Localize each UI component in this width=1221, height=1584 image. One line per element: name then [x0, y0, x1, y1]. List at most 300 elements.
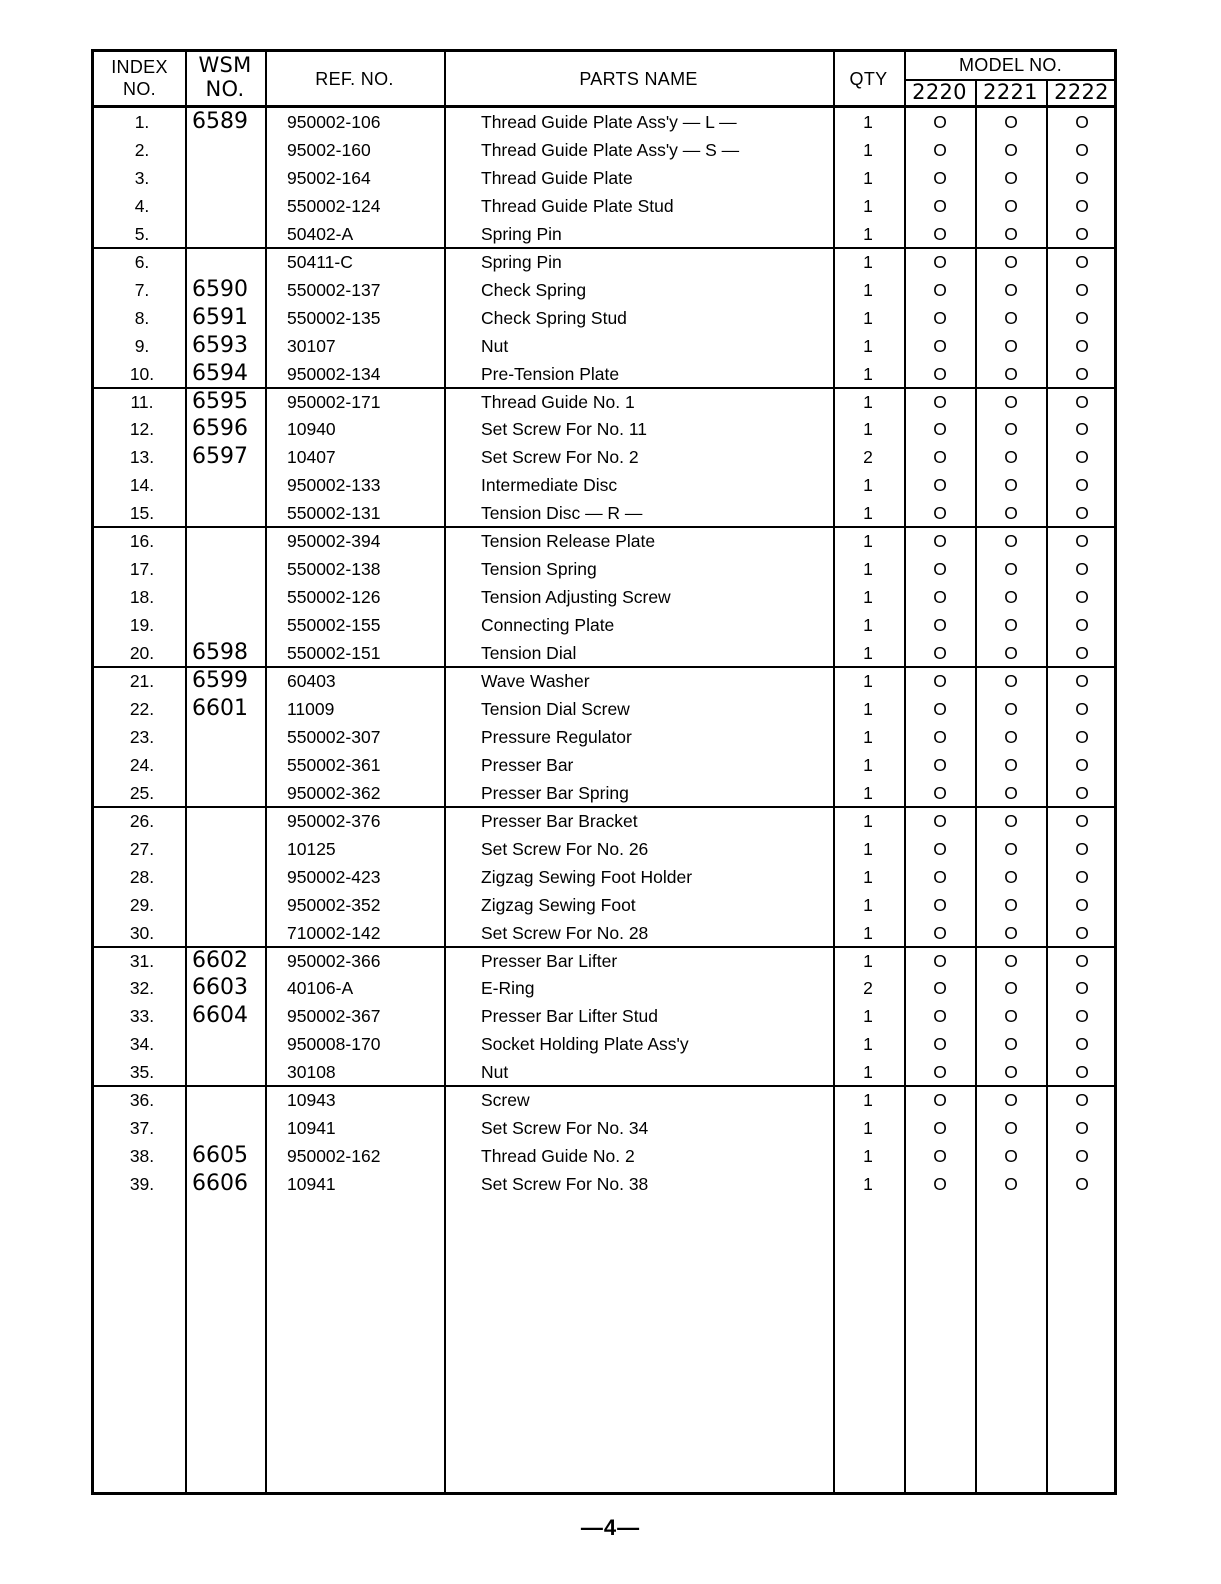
table-row	[94, 751, 1114, 779]
model-2221-cell: O	[1004, 1034, 1018, 1055]
qty-cell: 1	[863, 223, 873, 244]
model-2220-cell: O	[933, 167, 947, 188]
index-cell: 3.	[134, 167, 150, 188]
wsm-cell: 6603	[192, 975, 248, 1001]
wsm-cell: 6602	[192, 947, 248, 973]
ref-no-cell: 950002-394	[287, 531, 381, 552]
model-2220-cell: O	[933, 112, 947, 132]
model-2221-cell: O	[1004, 167, 1018, 188]
qty-cell: 1	[863, 335, 873, 356]
model-2220-cell: O	[933, 950, 947, 971]
index-cell: 9.	[134, 335, 150, 356]
table-row	[94, 276, 1114, 304]
model-2220-cell: O	[933, 1090, 947, 1111]
index-cell: 6.	[134, 251, 150, 272]
model-2220-cell: O	[933, 419, 947, 440]
index-cell: 34.	[129, 1034, 155, 1055]
ref-no-cell: 950002-133	[287, 475, 381, 496]
qty-cell: 1	[863, 1034, 873, 1055]
model-2221-cell: O	[1004, 419, 1018, 440]
parts-table	[91, 49, 1117, 1495]
parts-name-cell: Wave Washer	[481, 671, 590, 691]
qty-cell: 1	[863, 894, 873, 915]
model-2222-cell: O	[1075, 447, 1089, 468]
table-row	[94, 863, 1114, 891]
model-2220-cell: O	[933, 1006, 947, 1027]
model-2222-cell: O	[1075, 475, 1089, 496]
model-2220-cell: O	[933, 866, 947, 887]
model-2222-cell: O	[1075, 726, 1089, 747]
model-2221-cell: O	[1004, 1174, 1018, 1195]
table-row	[94, 891, 1114, 919]
parts-name-cell: Connecting Plate	[481, 615, 615, 636]
ref-no-cell: 30108	[287, 1062, 336, 1083]
qty-cell: 1	[863, 139, 873, 160]
table-row	[94, 807, 1114, 835]
qty-cell: 1	[863, 810, 873, 831]
ref-no-cell: 30107	[287, 335, 336, 356]
qty-cell: 1	[863, 503, 873, 524]
ref-no-cell: 550002-126	[287, 587, 381, 608]
parts-name-cell: Presser Bar Lifter Stud	[481, 1006, 659, 1027]
model-2220-cell: O	[933, 1034, 947, 1055]
model-2221-cell: O	[1004, 1090, 1018, 1111]
index-cell: 7.	[134, 279, 150, 300]
model-2222-cell: O	[1075, 1146, 1089, 1167]
model-2220-cell: O	[933, 922, 947, 943]
parts-name-cell: Thread Guide No. 2	[481, 1146, 635, 1167]
table-row	[94, 164, 1114, 192]
model-2222-cell: O	[1075, 251, 1089, 272]
model-2221-cell: O	[1004, 223, 1018, 244]
model-2220-cell: O	[933, 1062, 947, 1083]
table-row	[94, 919, 1114, 947]
parts-name-cell: Nut	[481, 1062, 509, 1083]
ref-no-cell: 10941	[287, 1118, 336, 1139]
model-2222-cell: O	[1075, 1174, 1089, 1195]
table-row	[94, 1170, 1114, 1198]
ref-no-cell: 710002-142	[287, 922, 381, 943]
model-2221-cell: O	[1004, 363, 1018, 384]
model-2222-cell: O	[1075, 1118, 1089, 1139]
table-row	[94, 248, 1114, 276]
qty-cell: 1	[863, 643, 873, 664]
model-2221-cell: O	[1004, 978, 1018, 999]
qty-cell: 1	[863, 782, 873, 803]
ref-no-cell: 10941	[287, 1174, 336, 1195]
parts-name-cell: Nut	[481, 335, 509, 356]
model-2220-cell: O	[933, 643, 947, 664]
index-cell: 18.	[129, 587, 155, 608]
model-2221-cell: O	[1004, 754, 1018, 775]
model-2222-cell: O	[1075, 419, 1089, 440]
table-row	[94, 304, 1114, 332]
wsm-cell: 6593	[192, 332, 248, 358]
ref-no-cell: 950002-376	[287, 810, 381, 831]
model-2222-cell: O	[1075, 1006, 1089, 1027]
qty-cell: 1	[863, 1174, 873, 1195]
qty-cell: 1	[863, 559, 873, 580]
model-2222-cell: O	[1075, 978, 1089, 999]
model-2222-cell: O	[1075, 838, 1089, 859]
table-row	[94, 639, 1114, 667]
index-cell: 11.	[130, 391, 154, 412]
parts-name-cell: Tension Dial	[481, 643, 577, 664]
wsm-cell: 6598	[192, 640, 248, 666]
header-model-2222: 2222	[1054, 80, 1109, 104]
model-2221-cell: O	[1004, 698, 1018, 719]
model-2222-cell: O	[1075, 698, 1089, 719]
parts-name-cell: E-Ring	[481, 978, 535, 999]
model-2222-cell: O	[1075, 894, 1089, 915]
index-cell: 20.	[129, 643, 155, 664]
table-row	[94, 1142, 1114, 1170]
model-2221-cell: O	[1004, 922, 1018, 943]
table-row	[94, 974, 1114, 1002]
qty-cell: 1	[863, 1006, 873, 1027]
ref-no-cell: 550002-155	[287, 615, 381, 636]
parts-name-cell: Set Screw For No. 38	[481, 1174, 649, 1195]
qty-cell: 1	[863, 754, 873, 775]
model-2220-cell: O	[933, 587, 947, 608]
parts-name-cell: Screw	[481, 1090, 530, 1111]
model-2222-cell: O	[1075, 195, 1089, 216]
qty-cell: 1	[863, 1062, 873, 1083]
model-2220-cell: O	[933, 615, 947, 636]
model-2222-cell: O	[1075, 643, 1089, 664]
qty-cell: 1	[863, 251, 873, 272]
parts-name-cell: Thread Guide Plate Ass'y — L —	[481, 112, 737, 132]
model-2222-cell: O	[1075, 223, 1089, 244]
model-2220-cell: O	[933, 559, 947, 580]
ref-no-cell: 10943	[287, 1090, 336, 1111]
qty-cell: 1	[863, 531, 873, 552]
table-row	[94, 723, 1114, 751]
wsm-cell: 6589	[192, 109, 248, 134]
table-row	[94, 583, 1114, 611]
model-2222-cell: O	[1075, 391, 1089, 412]
ref-no-cell: 10407	[287, 447, 336, 468]
table-row	[94, 388, 1114, 416]
table-row	[94, 1030, 1114, 1058]
model-2222-cell: O	[1075, 307, 1089, 328]
model-2222-cell: O	[1075, 587, 1089, 608]
model-2221-cell: O	[1004, 1118, 1018, 1139]
model-2222-cell: O	[1075, 615, 1089, 636]
header-model-2221: 2221	[983, 80, 1038, 104]
table-row	[94, 835, 1114, 863]
index-cell: 36.	[129, 1090, 155, 1111]
model-2221-cell: O	[1004, 195, 1018, 216]
model-2220-cell: O	[933, 223, 947, 244]
ref-no-cell: 550002-307	[287, 726, 381, 747]
parts-name-cell: Tension Dial Screw	[481, 698, 630, 719]
parts-name-cell: Tension Adjusting Screw	[481, 587, 671, 608]
wsm-cell: 6606	[192, 1171, 248, 1197]
model-2222-cell: O	[1075, 866, 1089, 887]
qty-cell: 1	[863, 167, 873, 188]
table-row	[94, 415, 1114, 443]
qty-cell: 1	[863, 922, 873, 943]
model-2221-cell: O	[1004, 838, 1018, 859]
index-cell: 12.	[129, 419, 155, 440]
page-number: —4—	[580, 1515, 641, 1540]
model-2222-cell: O	[1075, 810, 1089, 831]
model-2222-cell: O	[1075, 279, 1089, 300]
wsm-cell: 6601	[192, 695, 248, 721]
model-2221-cell: O	[1004, 782, 1018, 803]
model-2220-cell: O	[933, 671, 947, 691]
model-2221-cell: O	[1004, 475, 1018, 496]
model-2221-cell: O	[1004, 726, 1018, 747]
qty-cell: 1	[863, 1118, 873, 1139]
qty-cell: 1	[863, 363, 873, 384]
index-cell: 27.	[129, 838, 155, 859]
index-cell: 25.	[129, 782, 155, 803]
index-cell: 14.	[129, 475, 155, 496]
model-2221-cell: O	[1004, 531, 1018, 552]
model-2220-cell: O	[933, 195, 947, 216]
index-cell: 15.	[129, 503, 155, 524]
model-2221-cell: O	[1004, 279, 1018, 300]
qty-cell: 1	[863, 391, 873, 412]
qty-cell: 1	[863, 307, 873, 328]
index-cell: 32.	[129, 978, 155, 999]
index-cell: 10.	[129, 363, 155, 384]
model-2222-cell: O	[1075, 167, 1089, 188]
model-2221-cell: O	[1004, 1062, 1018, 1083]
model-2220-cell: O	[933, 503, 947, 524]
table-row	[94, 667, 1114, 695]
wsm-cell: 6604	[192, 1003, 248, 1029]
table-row	[94, 220, 1114, 248]
model-2220-cell: O	[933, 391, 947, 412]
model-2221-cell: O	[1004, 1006, 1018, 1027]
ref-no-cell: 550002-138	[287, 559, 381, 580]
wsm-cell: 6591	[192, 304, 248, 330]
table-row	[94, 360, 1114, 388]
model-2221-cell: O	[1004, 950, 1018, 971]
model-2221-cell: O	[1004, 615, 1018, 636]
model-2222-cell: O	[1075, 922, 1089, 943]
model-2221-cell: O	[1004, 810, 1018, 831]
table-row	[94, 108, 1114, 136]
parts-name-cell: Pressure Regulator	[481, 726, 632, 747]
model-2220-cell: O	[933, 447, 947, 468]
model-2222-cell: O	[1075, 782, 1089, 803]
ref-no-cell: 950002-134	[287, 363, 381, 384]
ref-no-cell: 550002-124	[287, 195, 381, 216]
ref-no-cell: 550002-137	[287, 279, 381, 300]
index-cell: 13.	[129, 447, 155, 468]
model-2221-cell: O	[1004, 112, 1018, 132]
model-2220-cell: O	[933, 279, 947, 300]
header-wsm: WSM NO.	[198, 53, 252, 101]
ref-no-cell: 50411-C	[287, 251, 353, 272]
wsm-cell: 6605	[192, 1143, 248, 1169]
model-2222-cell: O	[1075, 1090, 1089, 1111]
index-cell: 31.	[129, 950, 155, 971]
header-model-2220: 2220	[912, 80, 967, 104]
index-cell: 2.	[134, 139, 150, 160]
table-row	[94, 499, 1114, 527]
model-2220-cell: O	[933, 838, 947, 859]
ref-no-cell: 950002-162	[287, 1146, 381, 1167]
qty-cell: 1	[863, 698, 873, 719]
qty-cell: 1	[863, 195, 873, 216]
model-2220-cell: O	[933, 894, 947, 915]
index-cell: 19.	[129, 615, 155, 636]
qty-cell: 1	[863, 838, 873, 859]
model-2222-cell: O	[1075, 559, 1089, 580]
parts-name-cell: Spring Pin	[481, 251, 562, 272]
parts-name-cell: Presser Bar Lifter	[481, 950, 618, 971]
ref-no-cell: 10940	[287, 419, 336, 440]
model-2222-cell: O	[1075, 950, 1089, 971]
ref-no-cell: 950002-352	[287, 894, 381, 915]
index-cell: 22.	[129, 698, 155, 719]
index-cell: 38.	[129, 1146, 155, 1167]
parts-name-cell: Presser Bar	[481, 754, 574, 775]
model-2222-cell: O	[1075, 531, 1089, 552]
table-row	[94, 1058, 1114, 1086]
model-2220-cell: O	[933, 782, 947, 803]
index-cell: 16.	[129, 531, 155, 552]
wsm-cell: 6596	[192, 416, 248, 442]
qty-cell: 1	[863, 112, 873, 132]
parts-name-cell: Spring Pin	[481, 223, 562, 244]
model-2220-cell: O	[933, 698, 947, 719]
model-2222-cell: O	[1075, 335, 1089, 356]
ref-no-cell: 950002-362	[287, 782, 381, 803]
index-cell: 35.	[129, 1062, 155, 1083]
table-row	[94, 611, 1114, 639]
wsm-cell: 6595	[192, 388, 248, 414]
ref-no-cell: 950002-106	[287, 112, 381, 132]
wsm-cell: 6590	[192, 276, 248, 302]
header-qty: QTY	[849, 69, 888, 89]
ref-no-cell: 10125	[287, 838, 336, 859]
qty-cell: 1	[863, 1090, 873, 1111]
model-2222-cell: O	[1075, 1034, 1089, 1055]
qty-cell: 2	[863, 978, 873, 999]
table-row	[94, 443, 1114, 471]
ref-no-cell: 40106-A	[287, 978, 354, 999]
model-2221-cell: O	[1004, 139, 1018, 160]
table-row	[94, 332, 1114, 360]
index-cell: 30.	[129, 922, 155, 943]
model-2221-cell: O	[1004, 447, 1018, 468]
parts-name-cell: Presser Bar Bracket	[481, 810, 638, 831]
model-2220-cell: O	[933, 1146, 947, 1167]
ref-no-cell: 550002-135	[287, 307, 381, 328]
parts-name-cell: Thread Guide Plate	[481, 167, 633, 188]
model-2221-cell: O	[1004, 894, 1018, 915]
ref-no-cell: 95002-164	[287, 167, 371, 188]
parts-name-cell: Socket Holding Plate Ass'y	[481, 1034, 689, 1055]
model-2221-cell: O	[1004, 391, 1018, 412]
ref-no-cell: 950002-423	[287, 866, 381, 887]
ref-no-cell: 950008-170	[287, 1034, 381, 1055]
table-row	[94, 555, 1114, 583]
ref-no-cell: 60403	[287, 671, 336, 691]
ref-no-cell: 950002-367	[287, 1006, 381, 1027]
model-2220-cell: O	[933, 475, 947, 496]
model-2220-cell: O	[933, 726, 947, 747]
table-row	[94, 527, 1114, 555]
parts-name-cell: Tension Release Plate	[481, 531, 656, 552]
parts-name-cell: Set Screw For No. 11	[481, 419, 647, 440]
qty-cell: 1	[863, 587, 873, 608]
model-2221-cell: O	[1004, 866, 1018, 887]
index-cell: 33.	[129, 1006, 155, 1027]
model-2222-cell: O	[1075, 671, 1089, 691]
model-2220-cell: O	[933, 363, 947, 384]
wsm-cell: 6599	[192, 668, 248, 693]
ref-no-cell: 550002-151	[287, 643, 381, 664]
parts-name-cell: Check Spring Stud	[481, 307, 627, 328]
model-2222-cell: O	[1075, 1062, 1089, 1083]
model-2220-cell: O	[933, 1118, 947, 1139]
parts-name-cell: Set Screw For No. 26	[481, 838, 649, 859]
parts-name-cell: Thread Guide No. 1	[481, 391, 635, 412]
table-row	[94, 947, 1114, 975]
model-2222-cell: O	[1075, 503, 1089, 524]
parts-name-cell: Check Spring	[481, 279, 587, 300]
index-cell: 24.	[129, 754, 155, 775]
ref-no-cell: 95002-160	[287, 139, 371, 160]
table-row	[94, 1002, 1114, 1030]
model-2221-cell: O	[1004, 559, 1018, 580]
model-2220-cell: O	[933, 307, 947, 328]
model-2221-cell: O	[1004, 643, 1018, 664]
index-cell: 8.	[134, 307, 150, 328]
table-row	[94, 779, 1114, 807]
index-cell: 4.	[134, 195, 150, 216]
parts-name-cell: Zigzag Sewing Foot Holder	[481, 866, 693, 887]
model-2220-cell: O	[933, 139, 947, 160]
table-row	[94, 1114, 1114, 1142]
model-2221-cell: O	[1004, 335, 1018, 356]
model-2221-cell: O	[1004, 1146, 1018, 1167]
ref-no-cell: 550002-131	[287, 503, 381, 524]
model-2222-cell: O	[1075, 139, 1089, 160]
header-ref-no: REF. NO.	[315, 69, 394, 89]
model-2220-cell: O	[933, 810, 947, 831]
index-cell: 28.	[129, 866, 155, 887]
index-cell: 29.	[129, 894, 155, 915]
ref-no-cell: 550002-361	[287, 754, 381, 775]
model-2221-cell: O	[1004, 503, 1018, 524]
ref-no-cell: 50402-A	[287, 223, 354, 244]
table-row	[94, 1086, 1114, 1114]
qty-cell: 1	[863, 950, 873, 971]
qty-cell: 1	[863, 1146, 873, 1167]
index-cell: 5.	[134, 223, 150, 244]
ref-no-cell: 950002-171	[287, 391, 381, 412]
table-row	[94, 192, 1114, 220]
model-2220-cell: O	[933, 335, 947, 356]
table-row	[94, 136, 1114, 164]
header-model-no: MODEL NO.	[958, 55, 1063, 75]
model-2220-cell: O	[933, 1174, 947, 1195]
parts-name-cell: Thread Guide Plate Ass'y — S —	[481, 139, 740, 160]
parts-name-cell: Set Screw For No. 34	[481, 1118, 649, 1139]
index-cell: 37.	[129, 1118, 155, 1139]
header-parts-name: PARTS NAME	[579, 69, 698, 89]
model-2221-cell: O	[1004, 307, 1018, 328]
index-cell: 1.	[134, 112, 150, 132]
